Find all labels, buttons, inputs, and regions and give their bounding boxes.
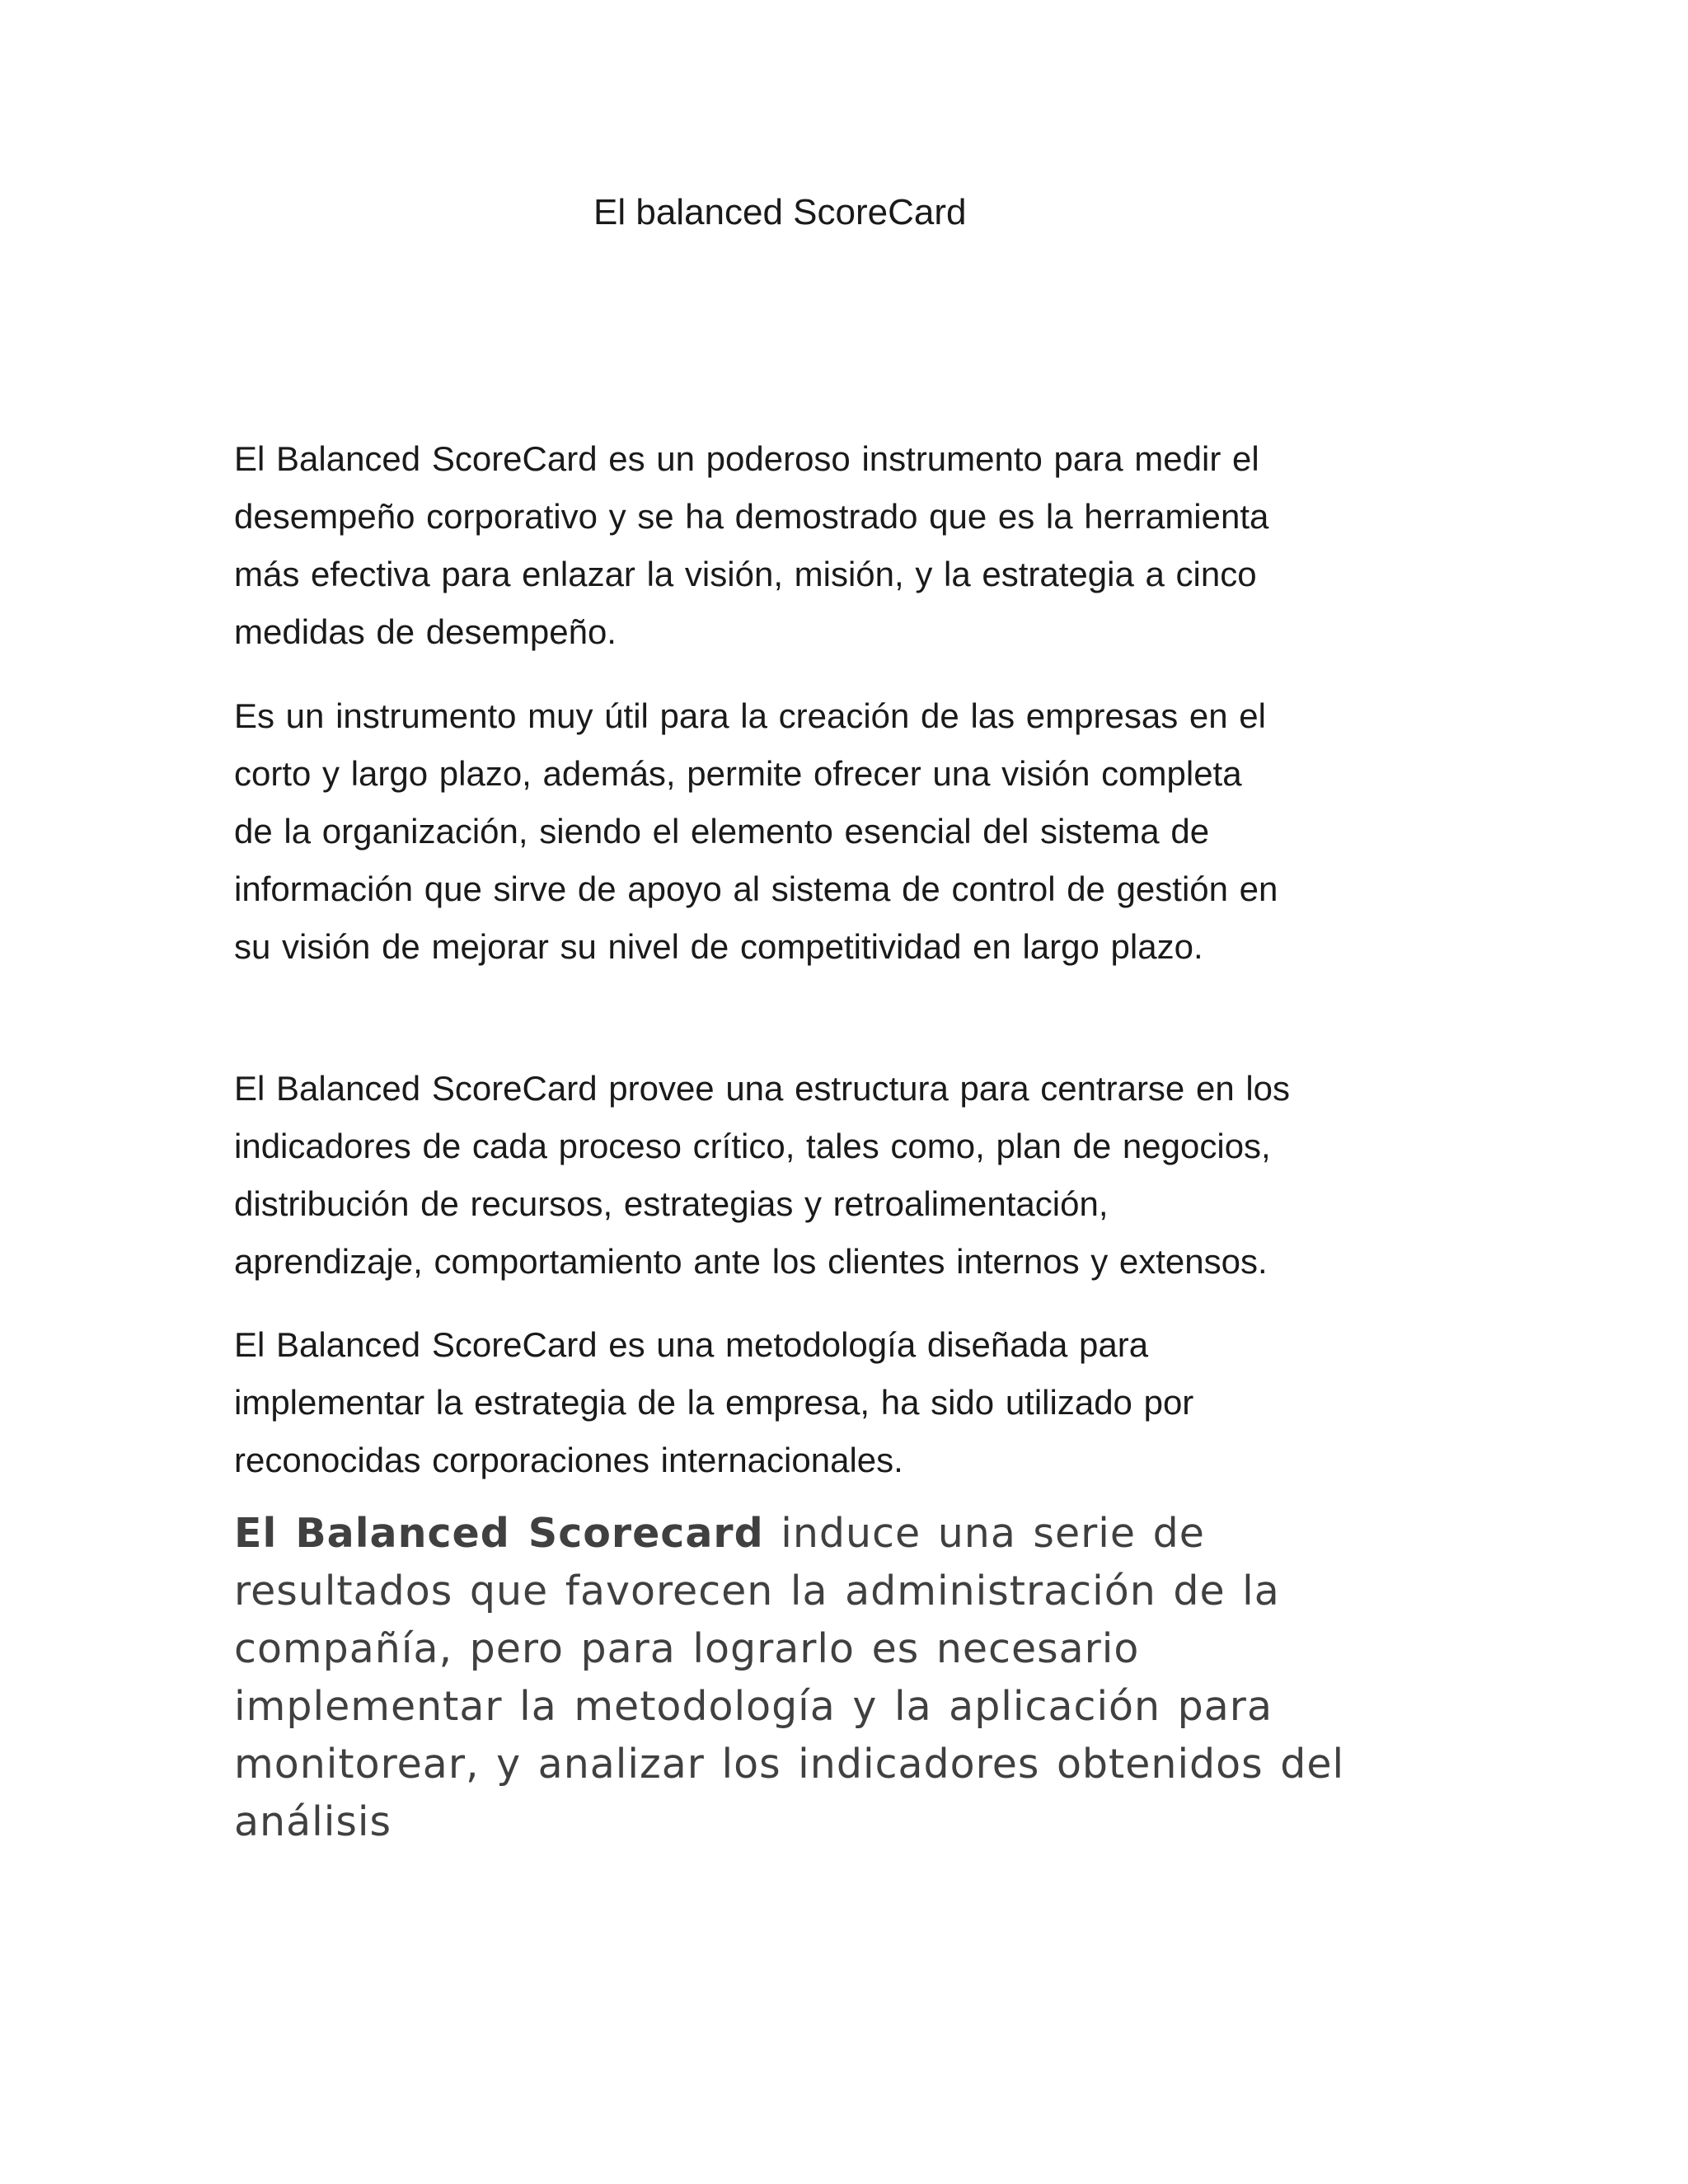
- paragraph-line: aprendizaje, comportamiento ante los clientes internos y extensos.: [234, 1242, 1268, 1281]
- paragraph-line: medidas de desempeño.: [234, 612, 617, 651]
- paragraph-line: El Balanced ScoreCard es una metodología diseñada para: [234, 1325, 1149, 1364]
- paragraph-line: [234, 1505, 1437, 1563]
- paragraph-line: desempeño corporativo y se ha demostrado que es la herramienta: [234, 497, 1269, 536]
- paragraph-line-rest: induce una serie de: [763, 1510, 1205, 1557]
- paragraph-line: compañía, pero para lograrlo es necesario: [234, 1625, 1140, 1672]
- paragraph-line: El Balanced ScoreCard es un poderoso instrumento para medir el: [234, 439, 1259, 478]
- paragraph-line: implementar la estrategia de la empresa, ha sido utilizado por: [234, 1383, 1194, 1422]
- paragraph-line: Es un instrumento muy útil para la creación de las empresas en el: [234, 696, 1266, 735]
- paragraph-line: distribución de recursos, estrategias y retroalimentación,: [234, 1184, 1109, 1223]
- bold-lead-text: El Balanced Scorecard: [234, 1510, 764, 1557]
- paragraph-line: resultados que favorecen la administración de la: [234, 1568, 1280, 1615]
- paragraph-line: indicadores de cada proceso crítico, tales como, plan de negocios,: [234, 1127, 1271, 1165]
- paragraph-line: más efectiva para enlazar la visión, misión, y la estrategia a cinco: [234, 555, 1257, 593]
- paragraph-line: análisis: [234, 1798, 392, 1845]
- paragraph-2: [234, 687, 1437, 976]
- paragraph-line: su visión de mejorar su nivel de competitividad en largo plazo.: [234, 927, 1203, 966]
- document-title: El balanced ScoreCard: [593, 192, 967, 232]
- paragraph-line: implementar la metodología y la aplicación para: [234, 1683, 1273, 1730]
- paragraph-5: [234, 1505, 1437, 1851]
- paragraph-line: monitorear, y analizar los indicadores obtenidos del: [234, 1741, 1345, 1788]
- paragraph-line: El Balanced ScoreCard provee una estructura para centrarse en los: [234, 1069, 1291, 1108]
- paragraph-1: [234, 430, 1437, 661]
- paragraph-line: reconocidas corporaciones internacionales.: [234, 1441, 903, 1479]
- paragraph-3: [234, 1060, 1437, 1291]
- paragraph-line: información que sirve de apoyo al sistema de control de gestión en: [234, 869, 1278, 908]
- paragraph-line: corto y largo plazo, además, permite ofrecer una visión completa: [234, 754, 1242, 793]
- paragraph-line: de la organización, siendo el elemento esencial del sistema de: [234, 812, 1210, 851]
- paragraph-4: [234, 1316, 1437, 1489]
